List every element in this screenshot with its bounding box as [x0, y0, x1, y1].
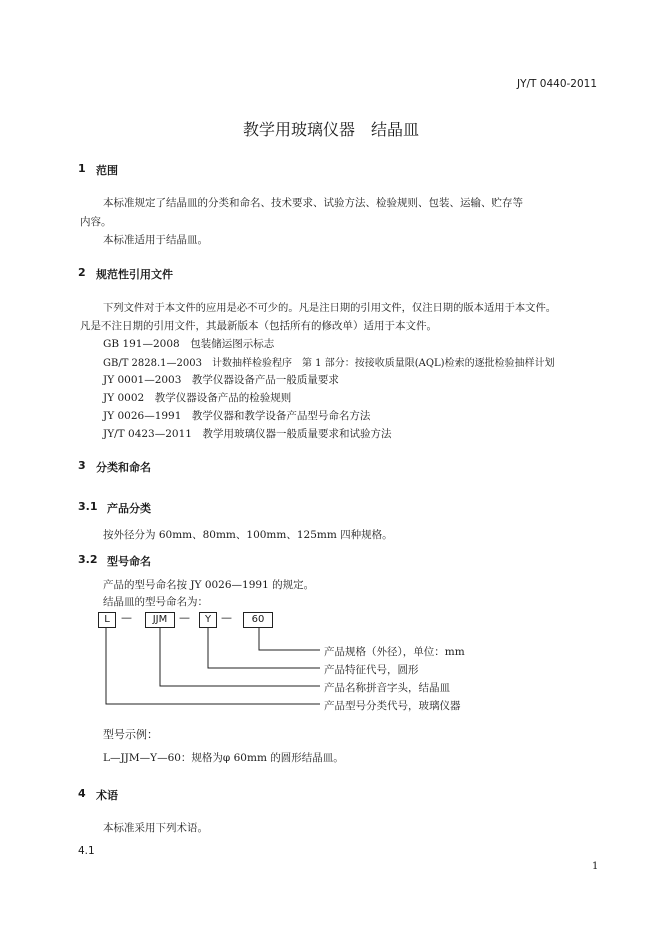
section-4-heading: 术语 [96, 789, 118, 802]
section-3-2-heading: 型号命名 [107, 555, 151, 568]
reference-item: GB 191—2008 包装储运图示标志 [103, 338, 275, 350]
reference-item: JY 0002 教学仪器设备产品的检验规则 [103, 392, 292, 404]
section-1-number: 1 [78, 162, 86, 175]
code-box-spec: 60 [243, 612, 273, 628]
section-3-1-heading: 产品分类 [107, 502, 151, 515]
section-3-1-paragraph: 按外径分为 60mm、80mm、100mm、125mm 四种规格。 [103, 529, 393, 541]
section-4-paragraph: 本标准采用下列术语。 [103, 822, 208, 834]
example-text: L—JJM—Y—60：规格为φ 60mm 的圆形结晶皿。 [103, 752, 344, 764]
section-3-2-paragraph-1: 产品的型号命名按 JY 0026—1991 的规定。 [103, 579, 315, 591]
section-3-1-number: 3.1 [78, 500, 98, 513]
code-separator: — [179, 611, 190, 624]
code-box-feature: Y [199, 612, 217, 628]
code-separator: — [221, 611, 232, 624]
reference-item: JY 0026—1991 教学仪器和教学设备产品型号命名方法 [103, 410, 371, 422]
section-3-2-paragraph-2: 结晶皿的型号命名为： [103, 596, 208, 608]
diagram-label-category: 产品型号分类代号，玻璃仪器 [324, 700, 461, 712]
section-1-heading: 范围 [96, 164, 118, 177]
section-1-paragraph-2: 本标准适用于结晶皿。 [103, 234, 208, 246]
code-separator: — [121, 611, 132, 624]
page-title: 教学用玻璃仪器 结晶皿 [243, 120, 420, 139]
page-number: 1 [592, 861, 599, 872]
standard-code: JY/T 0440-2011 [517, 78, 598, 90]
section-1-paragraph-line1: 本标准规定了结晶皿的分类和命名、技术要求、试验方法、检验规则、包装、运输、贮存等 [103, 197, 523, 209]
reference-item: JY 0001—2003 教学仪器设备产品一般质量要求 [103, 374, 339, 386]
section-2-paragraph-line1: 下列文件对于本文件的应用是必不可少的。凡是注日期的引用文件，仅注日期的版本适用于本文件。 [103, 302, 557, 314]
section-4-number: 4 [78, 787, 86, 800]
diagram-label-name: 产品名称拼音字头，结晶皿 [324, 682, 450, 694]
section-3-2-number: 3.2 [78, 553, 98, 566]
section-1-paragraph-line2: 内容。 [80, 216, 112, 228]
section-3-number: 3 [78, 459, 86, 472]
section-3-heading: 分类和命名 [96, 461, 151, 474]
section-2-paragraph-line2: 凡是不注日期的引用文件，其最新版本（包括所有的修改单）适用于本文件。 [80, 320, 437, 332]
section-2-heading: 规范性引用文件 [96, 268, 173, 281]
diagram-label-feature: 产品特征代号，圆形 [324, 664, 419, 676]
section-2-number: 2 [78, 266, 86, 279]
reference-item: GB/T 2828.1—2003 计数抽样检验程序 第 1 部分：按接收质量限(AQL)检索的逐批检验抽样计划 [103, 358, 555, 369]
example-heading: 型号示例： [103, 728, 158, 741]
code-box-name: JJM [145, 612, 175, 628]
diagram-label-spec: 产品规格（外径），单位：mm [324, 646, 465, 658]
reference-item: JY/T 0423—2011 教学用玻璃仪器一般质量要求和试验方法 [103, 428, 392, 440]
code-box-category: L [98, 612, 116, 628]
section-4-1-number: 4.1 [78, 845, 95, 857]
